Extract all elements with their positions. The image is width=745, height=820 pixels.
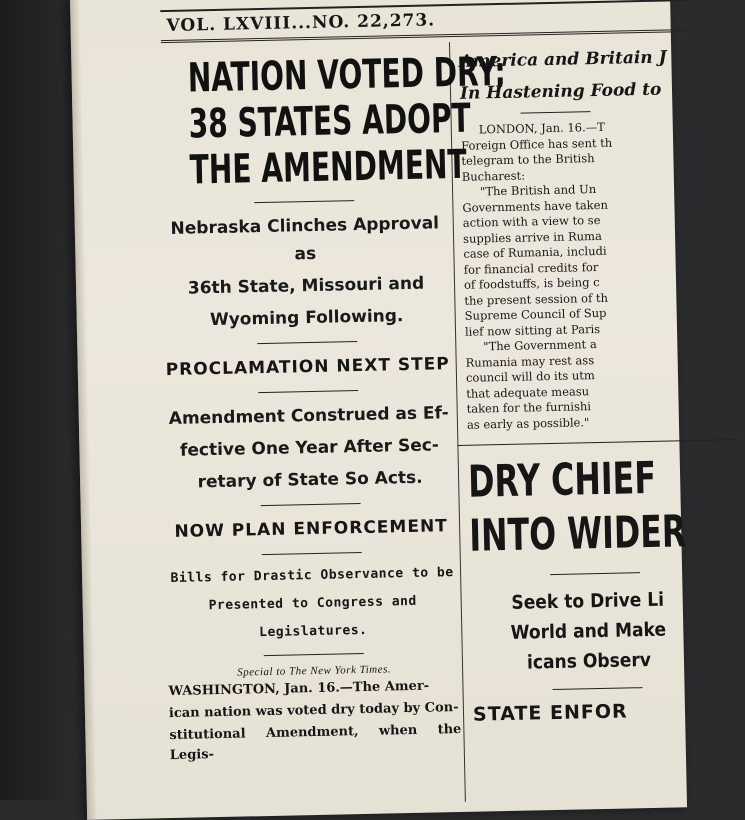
dry-chief-deck [470, 583, 732, 678]
body-line: of foodstuffs, is being c [463, 274, 600, 292]
deck-amendment [163, 399, 457, 497]
article-body [168, 676, 462, 766]
side-headline-line: America and Britain J [459, 47, 667, 72]
deck-enforcement: NOW PLAN ENFORCEMENT [174, 516, 448, 542]
deck-proclamation: PROCLAMATION NEXT STEP [165, 354, 450, 381]
divider [553, 687, 643, 690]
divider [261, 503, 361, 506]
body-line: for financial credits for [463, 259, 599, 277]
deck-nebraska [159, 209, 453, 335]
deck-line: Bills for Drastic Observance to be [170, 565, 454, 587]
headline-line: INTO WIDER [468, 506, 687, 562]
body-line: telegram to the British [461, 151, 595, 168]
body-line: "The British and Un [479, 182, 597, 199]
divider [550, 572, 640, 575]
deck-line: icans Observ [526, 648, 652, 674]
volume-line: VOL. LXVIII...NO. 22,273. [160, 0, 687, 43]
deck-line: Nebraska Clinches Approval as [170, 213, 440, 265]
side-headline-line: In Hastening Food to [459, 79, 662, 104]
divider [254, 200, 354, 203]
deck-line: Seek to Drive Li [511, 588, 665, 614]
deck-line: World and Make [510, 618, 667, 644]
deck-line: Wyoming Following. [209, 306, 404, 331]
body-line: Supreme Council of Sup [464, 305, 607, 323]
body-line: action with a view to se [462, 212, 601, 230]
section-rule [457, 439, 737, 446]
body-line: Foreign Office has sent th [460, 135, 613, 153]
newspaper-page [70, 0, 687, 820]
headline-line: DRY CHIEF [467, 452, 657, 508]
divider [520, 111, 590, 113]
body-line: stitutional Amendment, when the Legis- [169, 721, 462, 764]
deck-line: retary of State So Acts. [197, 467, 423, 493]
body-line: that adequate measu [466, 383, 590, 401]
body-line: the present session of th [464, 290, 609, 308]
body-line: LONDON, Jan. 16.—T [478, 119, 605, 137]
deck-line: Presented to Congress and [208, 593, 417, 614]
divider [258, 390, 358, 393]
headline-line: THE AMENDMENT [189, 141, 468, 194]
body-line: WASHINGTON, Jan. 16.—The Amer- [168, 678, 430, 700]
deck-line: Legislatures. [259, 622, 368, 641]
divider [257, 341, 357, 344]
body-line: as early as possible." [466, 414, 590, 432]
side-headline [459, 44, 720, 105]
body-line: Rumania may rest ass [465, 352, 595, 370]
divider [262, 552, 362, 555]
headline-line: 38 STATES ADOPT [188, 95, 472, 148]
deck-line: Amendment Construed as Ef- [168, 403, 449, 430]
body-line: supplies arrive in Ruma [462, 228, 603, 246]
deck-line: 36th State, Missouri and [187, 273, 425, 299]
deck-bills [166, 561, 460, 647]
headline-line: NATION VOTED DRY; [187, 48, 507, 102]
dry-chief-headline [468, 450, 730, 563]
body-line: Bucharest: [461, 168, 526, 184]
body-line: ican nation was voted dry today by Con- [168, 700, 459, 722]
body-line: taken for the furnishi [466, 399, 592, 416]
side-article-body [461, 117, 727, 432]
body-line: Governments have taken [462, 197, 609, 215]
deck-line: fective One Year After Sec- [179, 435, 440, 461]
divider [264, 653, 364, 656]
body-line: "The Government a [483, 337, 597, 354]
body-line: council will do its utm [465, 368, 596, 385]
special-credit: Special to The New York Times. [237, 663, 392, 679]
body-line: lief now sitting at Paris [464, 321, 601, 339]
deck-state-enforcement: STATE ENFOR [472, 700, 628, 726]
side-article-column [459, 44, 733, 725]
body-line: case of Rumania, includi [463, 243, 607, 261]
